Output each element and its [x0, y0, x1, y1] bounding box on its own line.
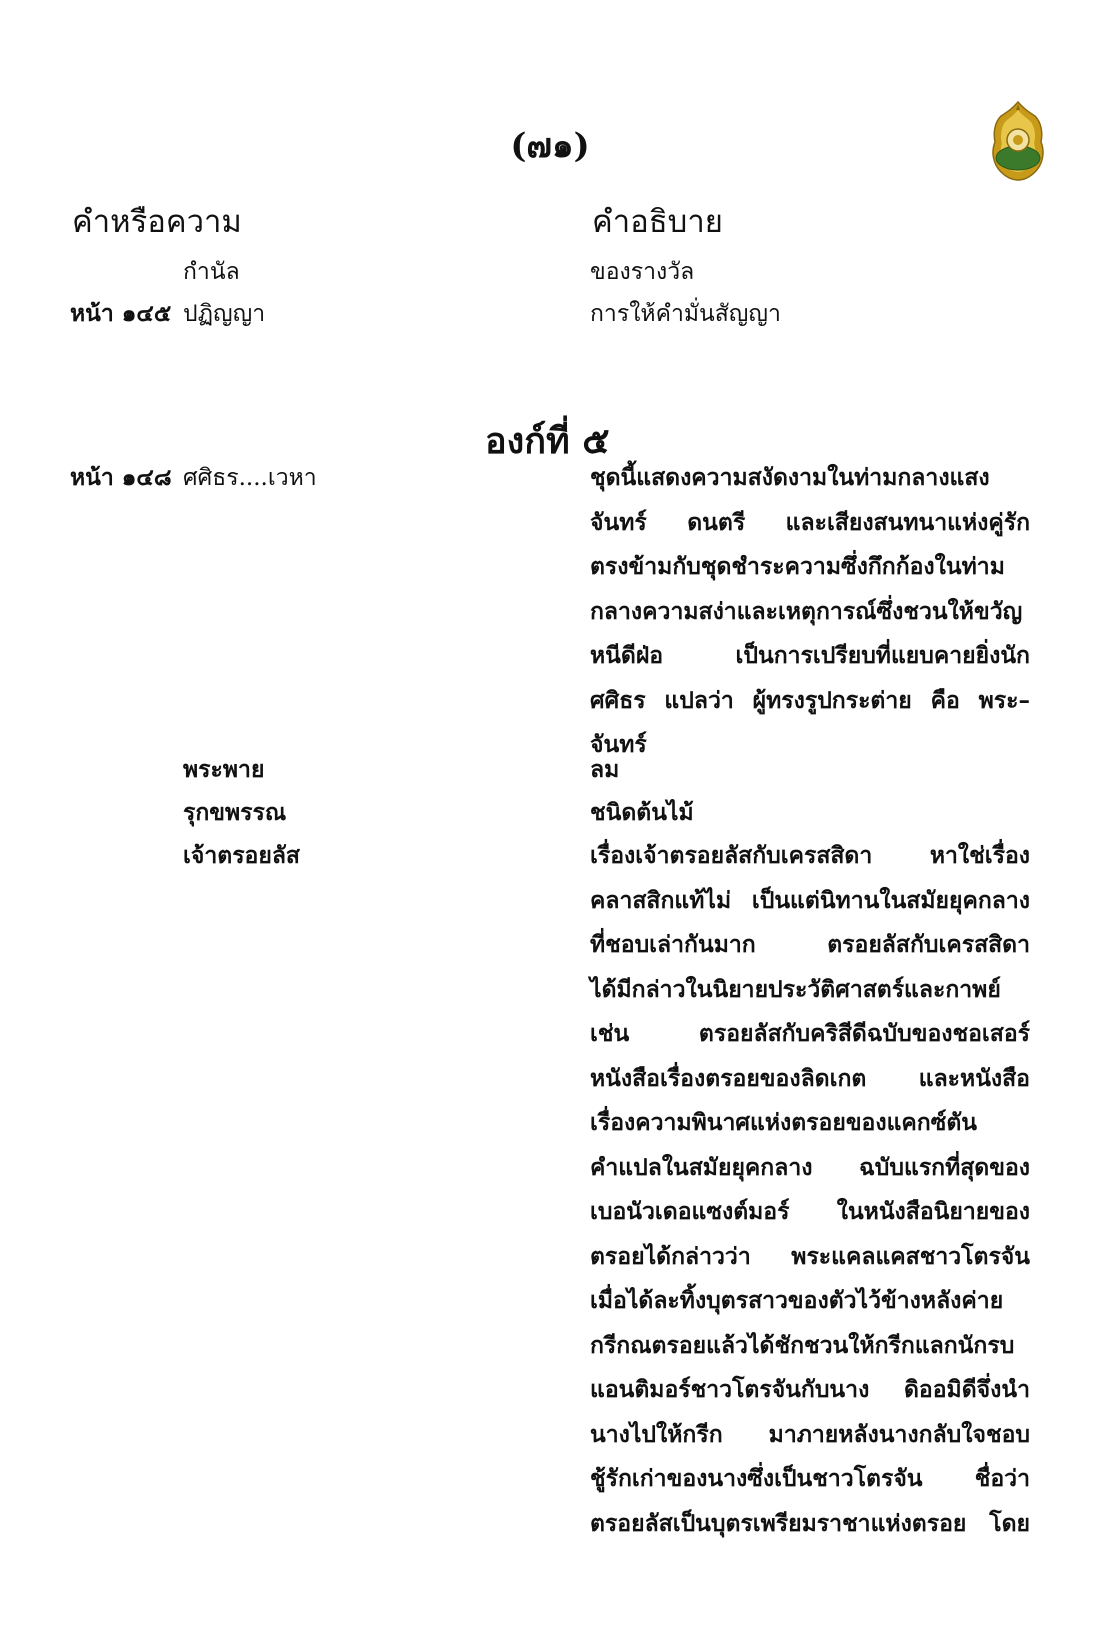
definition-line: เรื่องเจ้าตรอยลัสกับเครสสิดา หาใช่เรื่อง	[590, 842, 1030, 869]
page-reference: หน้า ๑๔๘	[70, 464, 172, 491]
definition-line: จันทร์ ดนตรี และเสียงสนทนาแห่งคู่รัก	[590, 508, 1030, 536]
definition-line: จันทร์	[590, 731, 647, 758]
definition-text: ของรางวัล	[590, 259, 695, 285]
definition-line: ศศิธร แปลว่า ผู้ทรงรูปกระต่าย คือ พระ–	[590, 686, 1030, 714]
definition-line: ตรอยได้กล่าวว่า พระแคลแคสชาวโตรจัน	[590, 1242, 1030, 1270]
page-number: (๗๑)	[510, 126, 590, 166]
column-header-term: คำหรือความ	[72, 204, 242, 240]
definition-text: ชนิดต้นไม้	[590, 799, 694, 826]
definition-line: เบอนัวเดอแซงต์มอร์ ในหนังสือนิยายของ	[590, 1198, 1030, 1225]
definition-line: ตรอยลัสเป็นบุตรเพรียมราชาแห่งตรอย โดย	[590, 1509, 1030, 1537]
term-text: กำนัล	[183, 259, 240, 285]
definition-line: หนีดีฝ่อ เป็นการเปรียบที่แยบคายยิ่งนัก	[590, 642, 1030, 669]
definition-text: ลม	[590, 756, 620, 783]
definition-line: แอนติมอร์ชาวโตรจันกับนาง ดิออมิดีจึ่งนำ	[590, 1376, 1030, 1403]
term-text: พระพาย	[183, 756, 265, 783]
section-heading: องก์ที่ ๕	[485, 420, 610, 462]
term-text: ปฏิญญา	[183, 301, 266, 327]
definition-line: หนังสือเรื่องตรอยของลิดเกต และหนังสือ	[590, 1064, 1030, 1092]
definition-line: คลาสสิกแท้ไม่ เป็นแต่นิทานในสมัยยุคกลาง	[590, 886, 1030, 914]
definition-paragraph	[590, 456, 1030, 768]
definition-line: เมื่อได้ละทิ้งบุตรสาวของตัวไว้ข้างหลังค่าย	[590, 1287, 1004, 1314]
column-header-definition: คำอธิบาย	[592, 204, 723, 240]
page-reference: หน้า ๑๔๕	[70, 300, 172, 327]
definition-paragraph	[590, 834, 1030, 1546]
definition-line: นางไปให้กรีก มาภายหลังนางกลับใจชอบ	[590, 1420, 1030, 1448]
definition-line: เช่น ตรอยลัสกับคริสีดีฉบับของชอเสอร์	[590, 1020, 1030, 1047]
term-text: ศศิธร....เวหา	[183, 465, 317, 491]
definition-line: คำแปลในสมัยยุคกลาง ฉบับแรกที่สุดของ	[590, 1153, 1030, 1181]
definition-line: ที่ชอบเล่ากันมาก ตรอยลัสกับเครสสิดา	[590, 931, 1030, 958]
definition-line: กรีกณตรอยแล้วได้ชักชวนให้กรีกแลกนักรบ	[590, 1331, 1015, 1359]
definition-line: ได้มีกล่าวในนิยายประวัติศาสตร์และกาพย์	[590, 975, 1001, 1003]
definition-line: ชู้รักเก่าของนางซึ่งเป็นชาวโตรจัน ชื่อว่า	[590, 1465, 1030, 1492]
definition-text: การให้คำมั่นสัญญา	[590, 301, 781, 327]
term-text: เจ้าตรอยลัส	[183, 842, 300, 869]
term-text: รุกขพรรณ	[183, 799, 287, 826]
definition-line: ชุดนี้แสดงความสงัดงามในท่ามกลางแสง	[590, 464, 990, 491]
definition-line: ตรงข้ามกับชุดชำระความซึ่งกึกก้องในท่าม	[590, 553, 1005, 580]
definition-line: เรื่องความพินาศแห่งตรอยของแคกซ์ตัน	[590, 1109, 978, 1136]
school-emblem-icon	[987, 100, 1049, 182]
definition-line: กลางความสง่าและเหตุการณ์ซึ่งชวนให้ขวัญ	[590, 597, 1023, 625]
